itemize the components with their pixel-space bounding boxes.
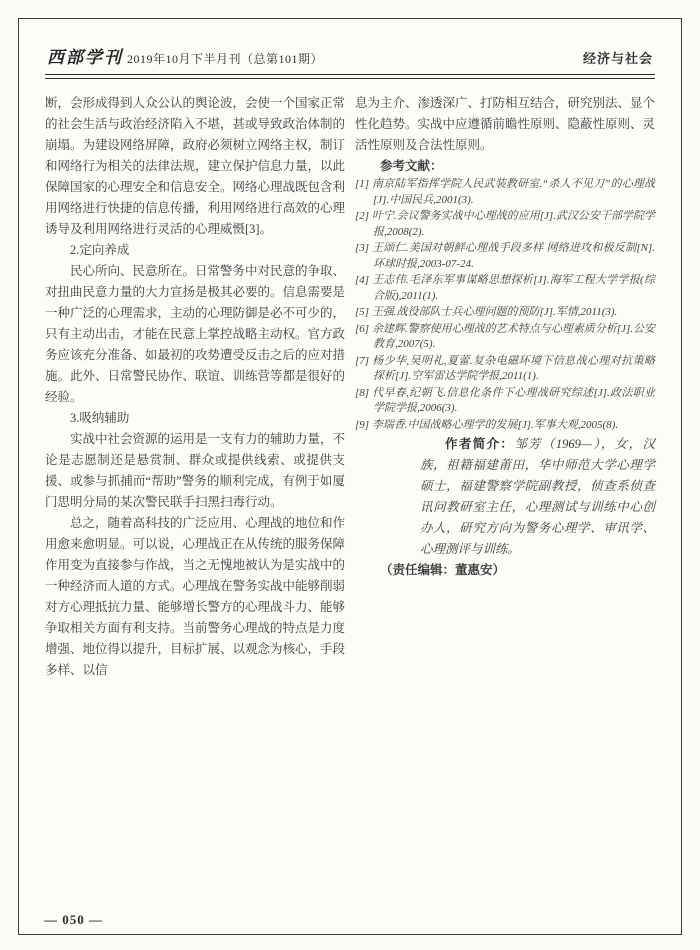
article-body bbox=[45, 93, 655, 681]
reference-item: [2] 叶宁.会议警务实战中心理战的应用[J].武汉公安干部学院学报,2008(2). bbox=[355, 210, 655, 238]
header-divider bbox=[45, 74, 655, 79]
reference-item: [8] 代早春,纪朝飞.信息化条件下心理战研究综述[J].政法职业学院学报,2006(3). bbox=[355, 386, 655, 414]
paragraph: 民心所向、民意所在。日常警务中对民意的争取、对扭曲民意力量的大力宣扬是极其必要的。信息需要是一种广泛的心理需求，主动的心理防御是必不可少的，只有主动出击，才能在民意上掌控战略主动权。官方政务应该充分准备、如最初的攻势遭受反击之后的应对措施。此外、日常警民协作、联谊、训练营等都是很好的经验。 bbox=[45, 264, 346, 404]
paragraph: 息为主介、渗透深广、打防相互结合，研究别法、显个性化趋势。实战中应遵循前瞻性原则、隐蔽性原则、灵活性原则及合法性原则。 bbox=[355, 96, 656, 152]
journal-page bbox=[18, 18, 682, 935]
page-number: — 050 — bbox=[44, 912, 103, 927]
responsible-editor: （责任编辑：董惠安） bbox=[380, 563, 506, 577]
reference-item: [4] 王志伟.毛泽东军事谋略思想探析[J].海军工程大学学报(综合版),2011(1). bbox=[355, 274, 655, 302]
subsection-heading: 2.定向养成 bbox=[70, 243, 130, 257]
author-bio-label: 作者简介： bbox=[445, 437, 515, 451]
reference-item: [5] 王强.战役部队士兵心理问题的预防[J].军情,2011(3). bbox=[355, 306, 618, 318]
subsection-heading: 3.吸纳辅助 bbox=[70, 411, 130, 425]
left-column bbox=[45, 93, 345, 681]
section-label: 经济与社会 bbox=[582, 51, 653, 66]
paragraph: 实战中社会资源的运用是一支有力的辅助力量，不论是志愿制还是悬赏制、群众或提供线索、或提供支援、或参与抓捕而“帮助”警务的顺利完成，有例于如厦门思明分局的某次警民联手扫黑扫毒行动。 bbox=[45, 432, 346, 509]
paragraph: 断，会形成得到人众公认的舆论波，会使一个国家正常的社会生活与政治经济陷入不堪，甚或导致政治体制的崩塌。为建设网络屏障，政府必须树立网络主权，制订和网络行为相关的法律法规，建立保护信息力量，以此保障国家的心理安全和信息安全。网络心理战既包含利用网络进行快捷的信息传播，利用网络进行高效的心理诱导及利用网络进行灵活的心理威慑[3]。 bbox=[45, 96, 346, 236]
author-bio-block bbox=[355, 434, 655, 560]
reference-item: [6] 余建辉.警察使用心理战的艺术特点与心理素质分析[J].公安教育,2007(5). bbox=[355, 322, 655, 350]
issue-info: 2019年10月下半月刊（总第101期） bbox=[127, 52, 324, 66]
reference-item: [9] 李瑞香.中国战略心理学的发展[J].军事大观,2005(8). bbox=[355, 418, 619, 431]
reference-item: [1] 南京陆军指挥学院人民武装教研室.“杀人不见刀”的心理战[J].中国民兵,2001(3). bbox=[355, 178, 655, 206]
right-column bbox=[355, 93, 655, 681]
reference-item: [7] 杨少华,吴明礼,夏蕾.复杂电磁环境下信息战心理对抗策略探析[J].空军雷达学院学报,2011(1). bbox=[355, 354, 655, 382]
paragraph: 总之，随着高科技的广泛应用、心理战的地位和作用愈来愈明显。可以说，心理战正在从传统的服务保障作用变为直接参与作战，当之无愧地被认为是实战中的一种经济而人道的方式。心理战在警务实战中能够削弱对方心理抵抗力量、能够增长警方的心理战斗力、能够争取相关方面有利支持。当前警务心理战的特点是力度增强、地位得以提升，目标扩展、以观念为核心，手段多样、以信 bbox=[45, 516, 346, 677]
references-list bbox=[355, 177, 655, 433]
page-header bbox=[45, 29, 655, 72]
author-bio-text: 邹芳（1969—），女，汉族，祖籍福建莆田，华中师范大学心理学硕士，福建警察学院副教授，侦查系侦查讯问教研室主任，心理测试与训练中心创办人，研究方向为警务心理学、审讯学、心理测评与训练。 bbox=[420, 437, 655, 556]
journal-logo: 西部学刊 bbox=[47, 48, 123, 67]
references-title: 参考文献： bbox=[380, 159, 443, 173]
reference-item: [3] 王颂仁.美国对朝鲜心理战手段多样 网络进攻和极反制[N].环球时报,2003-07-24. bbox=[355, 242, 655, 270]
